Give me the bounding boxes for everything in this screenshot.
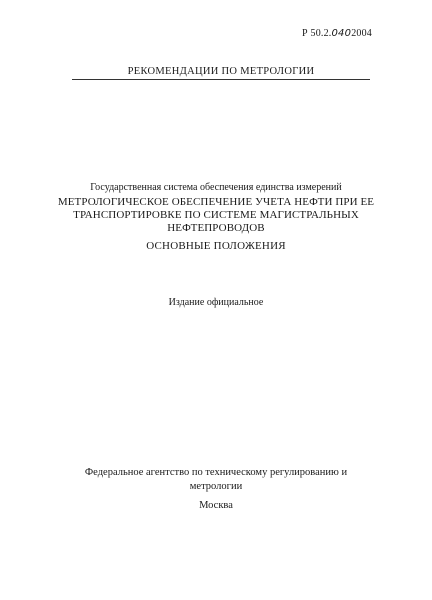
title-line: НЕФТЕПРОВОДОВ (167, 222, 265, 234)
agency-line: Федеральное агентство по техническому регулированию и (84, 467, 348, 478)
system-name: Государственная система обеспечения единства измерений (90, 182, 342, 193)
edition-note: Издание официальное (168, 297, 264, 308)
title-line: МЕТРОЛОГИЧЕСКОЕ ОБЕСПЕЧЕНИЕ УЧЕТА НЕФТИ ПРИ ЕЕ (57, 196, 375, 208)
agency-line: метрологии (189, 481, 243, 492)
document-number (302, 28, 372, 39)
document-number-handwritten: 040 (331, 28, 352, 39)
document-number-prefix: Р 50.2. (302, 28, 332, 39)
publisher-agency (60, 466, 372, 494)
document-title (40, 196, 392, 235)
publication-city: Москва (199, 500, 233, 511)
document-subtitle: ОСНОВНЫЕ ПОЛОЖЕНИЯ (146, 240, 286, 252)
series-heading: РЕКОМЕНДАЦИИ ПО МЕТРОЛОГИИ (72, 66, 370, 80)
document-number-year: 2004 (351, 28, 372, 39)
title-line: ТРАНСПОРТИРОВКЕ ПО СИСТЕМЕ МАГИСТРАЛЬНЫХ (73, 209, 359, 221)
